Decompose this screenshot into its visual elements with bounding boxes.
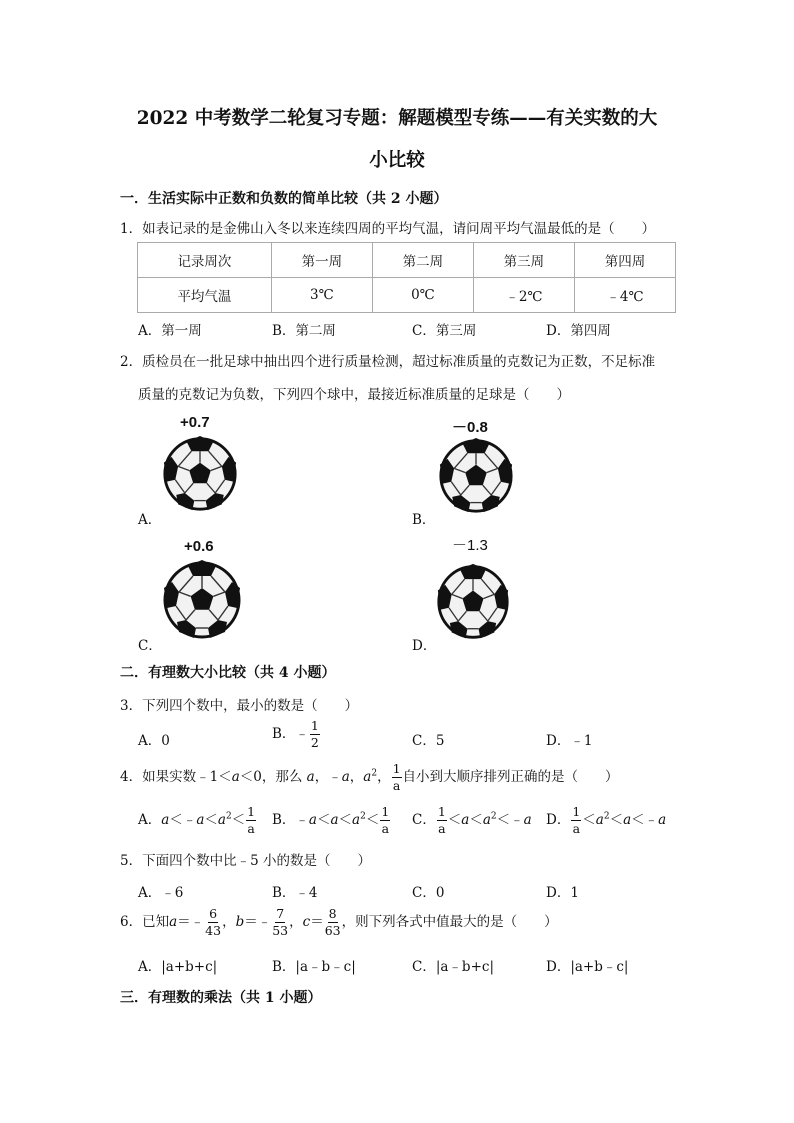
q3-option-b bbox=[272, 720, 321, 749]
table-cell: 第三周 bbox=[473, 243, 574, 278]
variable: c bbox=[302, 914, 311, 930]
variable: b bbox=[235, 914, 245, 930]
option-letter: A． bbox=[138, 812, 162, 828]
q5-option-c: C．0 bbox=[412, 885, 445, 901]
option-letter: C． bbox=[412, 812, 436, 828]
text: ＜ bbox=[231, 812, 246, 828]
text: ﹣ bbox=[644, 812, 659, 828]
text: ， bbox=[349, 769, 364, 785]
text: ＜ bbox=[365, 812, 380, 828]
fraction bbox=[246, 806, 256, 835]
table-cell: 3℃ bbox=[271, 278, 372, 313]
text: ＜ bbox=[204, 812, 218, 828]
table-cell: 0℃ bbox=[372, 278, 473, 313]
table-row bbox=[138, 278, 676, 313]
table-cell: ﹣4℃ bbox=[574, 278, 675, 313]
q2-option-a: A． bbox=[138, 512, 162, 528]
variable: a bbox=[482, 812, 491, 828]
text: ，则下列各式中值最大的是（ ） bbox=[341, 914, 558, 930]
temperature-table bbox=[137, 242, 676, 313]
variable: a bbox=[352, 812, 361, 828]
section-heading-2: 二．有理数大小比较（共 4 小题） bbox=[120, 665, 336, 681]
text: ＜ bbox=[609, 812, 624, 828]
soccer-ball-icon bbox=[438, 438, 514, 514]
soccer-ball-icon bbox=[436, 560, 510, 644]
variable: a bbox=[169, 914, 178, 930]
option-prefix: B．﹣ bbox=[272, 726, 309, 742]
variable: a bbox=[217, 812, 226, 828]
exponent: 2 bbox=[371, 768, 378, 779]
soccer-ball-icon bbox=[162, 560, 242, 640]
variable: a bbox=[231, 769, 240, 785]
question-2-text-continued: 质量的克数记为负数，下列四个球中，最接近标准质量的足球是（ ） bbox=[138, 387, 570, 403]
fraction-numerator: 6 bbox=[209, 906, 218, 921]
question-6-text bbox=[120, 908, 558, 937]
fraction-denominator: a bbox=[381, 820, 390, 836]
ball-d-label: －1.3 bbox=[452, 537, 488, 554]
text: ﹣ bbox=[510, 812, 524, 828]
variable: a bbox=[595, 812, 604, 828]
fraction bbox=[437, 806, 447, 835]
option-letter: D． bbox=[546, 812, 571, 828]
text: ＝ bbox=[310, 914, 324, 930]
q6-option-c: C．|a﹣b+c| bbox=[412, 959, 494, 975]
text: 4．如果实数﹣1＜ bbox=[120, 769, 232, 785]
text: ，﹣ bbox=[314, 769, 342, 785]
text: ＜ bbox=[582, 812, 596, 828]
variable: a bbox=[523, 812, 532, 828]
q2-option-b: B． bbox=[412, 512, 436, 528]
text: ＜ bbox=[316, 812, 331, 828]
text: ﹣ bbox=[295, 812, 309, 828]
fraction-numerator: 1 bbox=[572, 804, 581, 819]
variable: a bbox=[330, 812, 339, 828]
q6-option-a: A．|a+b+c| bbox=[138, 959, 218, 975]
variable: a bbox=[306, 769, 315, 785]
text: ＜ bbox=[496, 812, 511, 828]
q1-option-c: C．第三周 bbox=[412, 323, 477, 339]
q1-option-d: D．第四周 bbox=[546, 323, 611, 339]
fraction-denominator: a bbox=[392, 777, 401, 793]
variable: a bbox=[196, 812, 205, 828]
q4-option-b bbox=[272, 806, 391, 835]
page-title-continued: 小比较 bbox=[369, 150, 425, 171]
fraction-denominator: a bbox=[438, 820, 446, 836]
q1-option-b: B．第二周 bbox=[272, 323, 336, 339]
fraction-numerator: 1 bbox=[437, 804, 446, 819]
text: ， bbox=[289, 914, 303, 930]
question-2-text: 2．质检员在一批足球中抽出四个进行质量检测，超过标准质量的克数记为正数，不足标准 bbox=[120, 354, 656, 370]
fraction-numerator: 1 bbox=[247, 804, 256, 819]
q4-option-c bbox=[412, 806, 532, 835]
fraction-denominator: a bbox=[247, 820, 255, 836]
text: 自小到大顺序排列正确的是（ ） bbox=[402, 769, 619, 785]
fraction bbox=[325, 908, 341, 937]
variable: a bbox=[341, 769, 350, 785]
fraction-numerator: 7 bbox=[276, 906, 285, 921]
fraction-denominator: 53 bbox=[272, 922, 289, 938]
text: ＜ bbox=[447, 812, 462, 828]
fraction bbox=[571, 806, 581, 835]
fraction-denominator: 43 bbox=[205, 922, 222, 938]
fraction bbox=[205, 908, 221, 937]
q4-option-d bbox=[546, 806, 666, 835]
fraction-numerator: 1 bbox=[392, 761, 401, 776]
q4-option-a bbox=[138, 806, 257, 835]
exponent: 2 bbox=[225, 811, 232, 822]
variable: a bbox=[658, 812, 667, 828]
question-1-text: 1．如表记录的是金佛山入冬以来连续四周的平均气温，请问周平均气温最低的是（ ） bbox=[120, 221, 656, 237]
section-heading-3: 三．有理数的乘法（共 1 小题） bbox=[120, 990, 322, 1006]
q3-option-a: A．0 bbox=[138, 733, 170, 749]
question-5-text: 5．下面四个数中比﹣5 小的数是（ ） bbox=[120, 853, 371, 869]
fraction-numerator: 1 bbox=[381, 804, 390, 819]
variable: a bbox=[623, 812, 632, 828]
text: ＝﹣ bbox=[244, 914, 272, 930]
q2-option-d: D． bbox=[412, 638, 437, 654]
ball-b-label: －0.8 bbox=[452, 419, 488, 436]
fraction-numerator: 8 bbox=[328, 906, 337, 921]
text: ＜0，那么 bbox=[239, 769, 307, 785]
fraction bbox=[380, 806, 390, 835]
q1-option-a: A．第一周 bbox=[138, 323, 202, 339]
page-title: 2022 中考数学二轮复习专题：解题模型专练——有关实数的大 bbox=[136, 108, 658, 129]
option-letter: B． bbox=[272, 812, 296, 828]
table-cell: 第二周 bbox=[372, 243, 473, 278]
exponent: 2 bbox=[360, 811, 366, 822]
text: ﹣ bbox=[182, 812, 197, 828]
text: ＜ bbox=[338, 812, 353, 828]
exponent: 2 bbox=[490, 811, 497, 822]
table-row bbox=[138, 243, 676, 278]
q5-option-a: A．﹣6 bbox=[138, 885, 184, 901]
question-3-text: 3．下列四个数中，最小的数是（ ） bbox=[120, 698, 359, 714]
text: ＜ bbox=[169, 812, 183, 828]
question-4-text bbox=[120, 763, 619, 792]
fraction bbox=[392, 763, 402, 792]
variable: a bbox=[461, 812, 470, 828]
fraction-numerator: 1 bbox=[310, 718, 319, 733]
fraction-denominator: a bbox=[572, 820, 581, 836]
fraction-denominator: 2 bbox=[310, 734, 319, 750]
section-heading-1: 一．生活实际中正数和负数的简单比较（共 2 小题） bbox=[120, 191, 448, 207]
table-cell: 记录周次 bbox=[138, 243, 272, 278]
q6-option-d: D．|a+b﹣c| bbox=[546, 959, 629, 975]
table-cell: 平均气温 bbox=[138, 278, 272, 313]
q2-option-c: C． bbox=[138, 638, 162, 654]
variable: a bbox=[308, 812, 317, 828]
q5-option-d: D．1 bbox=[546, 885, 579, 901]
exponent: 2 bbox=[603, 811, 610, 822]
soccer-ball-icon bbox=[162, 436, 238, 512]
q3-option-d: D．﹣1 bbox=[546, 733, 593, 749]
text: ， bbox=[222, 914, 236, 930]
fraction-denominator: 63 bbox=[324, 922, 341, 938]
table-cell: 第一周 bbox=[271, 243, 372, 278]
text: ， bbox=[377, 769, 391, 785]
text: ＝﹣ bbox=[177, 914, 205, 930]
variable: a bbox=[363, 769, 372, 785]
text: ＜ bbox=[631, 812, 645, 828]
text: 6．已知 bbox=[120, 914, 170, 930]
fraction bbox=[310, 720, 320, 749]
q3-option-c: C．5 bbox=[412, 733, 445, 749]
table-cell: ﹣2℃ bbox=[473, 278, 574, 313]
text: ＜ bbox=[469, 812, 483, 828]
q5-option-b: B．﹣4 bbox=[272, 885, 318, 901]
ball-c-label: +0.6 bbox=[184, 538, 214, 555]
ball-a-label: +0.7 bbox=[180, 414, 210, 431]
q6-option-b: B．|a﹣b﹣c| bbox=[272, 959, 356, 975]
variable: a bbox=[161, 812, 170, 828]
fraction bbox=[272, 908, 288, 937]
table-cell: 第四周 bbox=[574, 243, 675, 278]
